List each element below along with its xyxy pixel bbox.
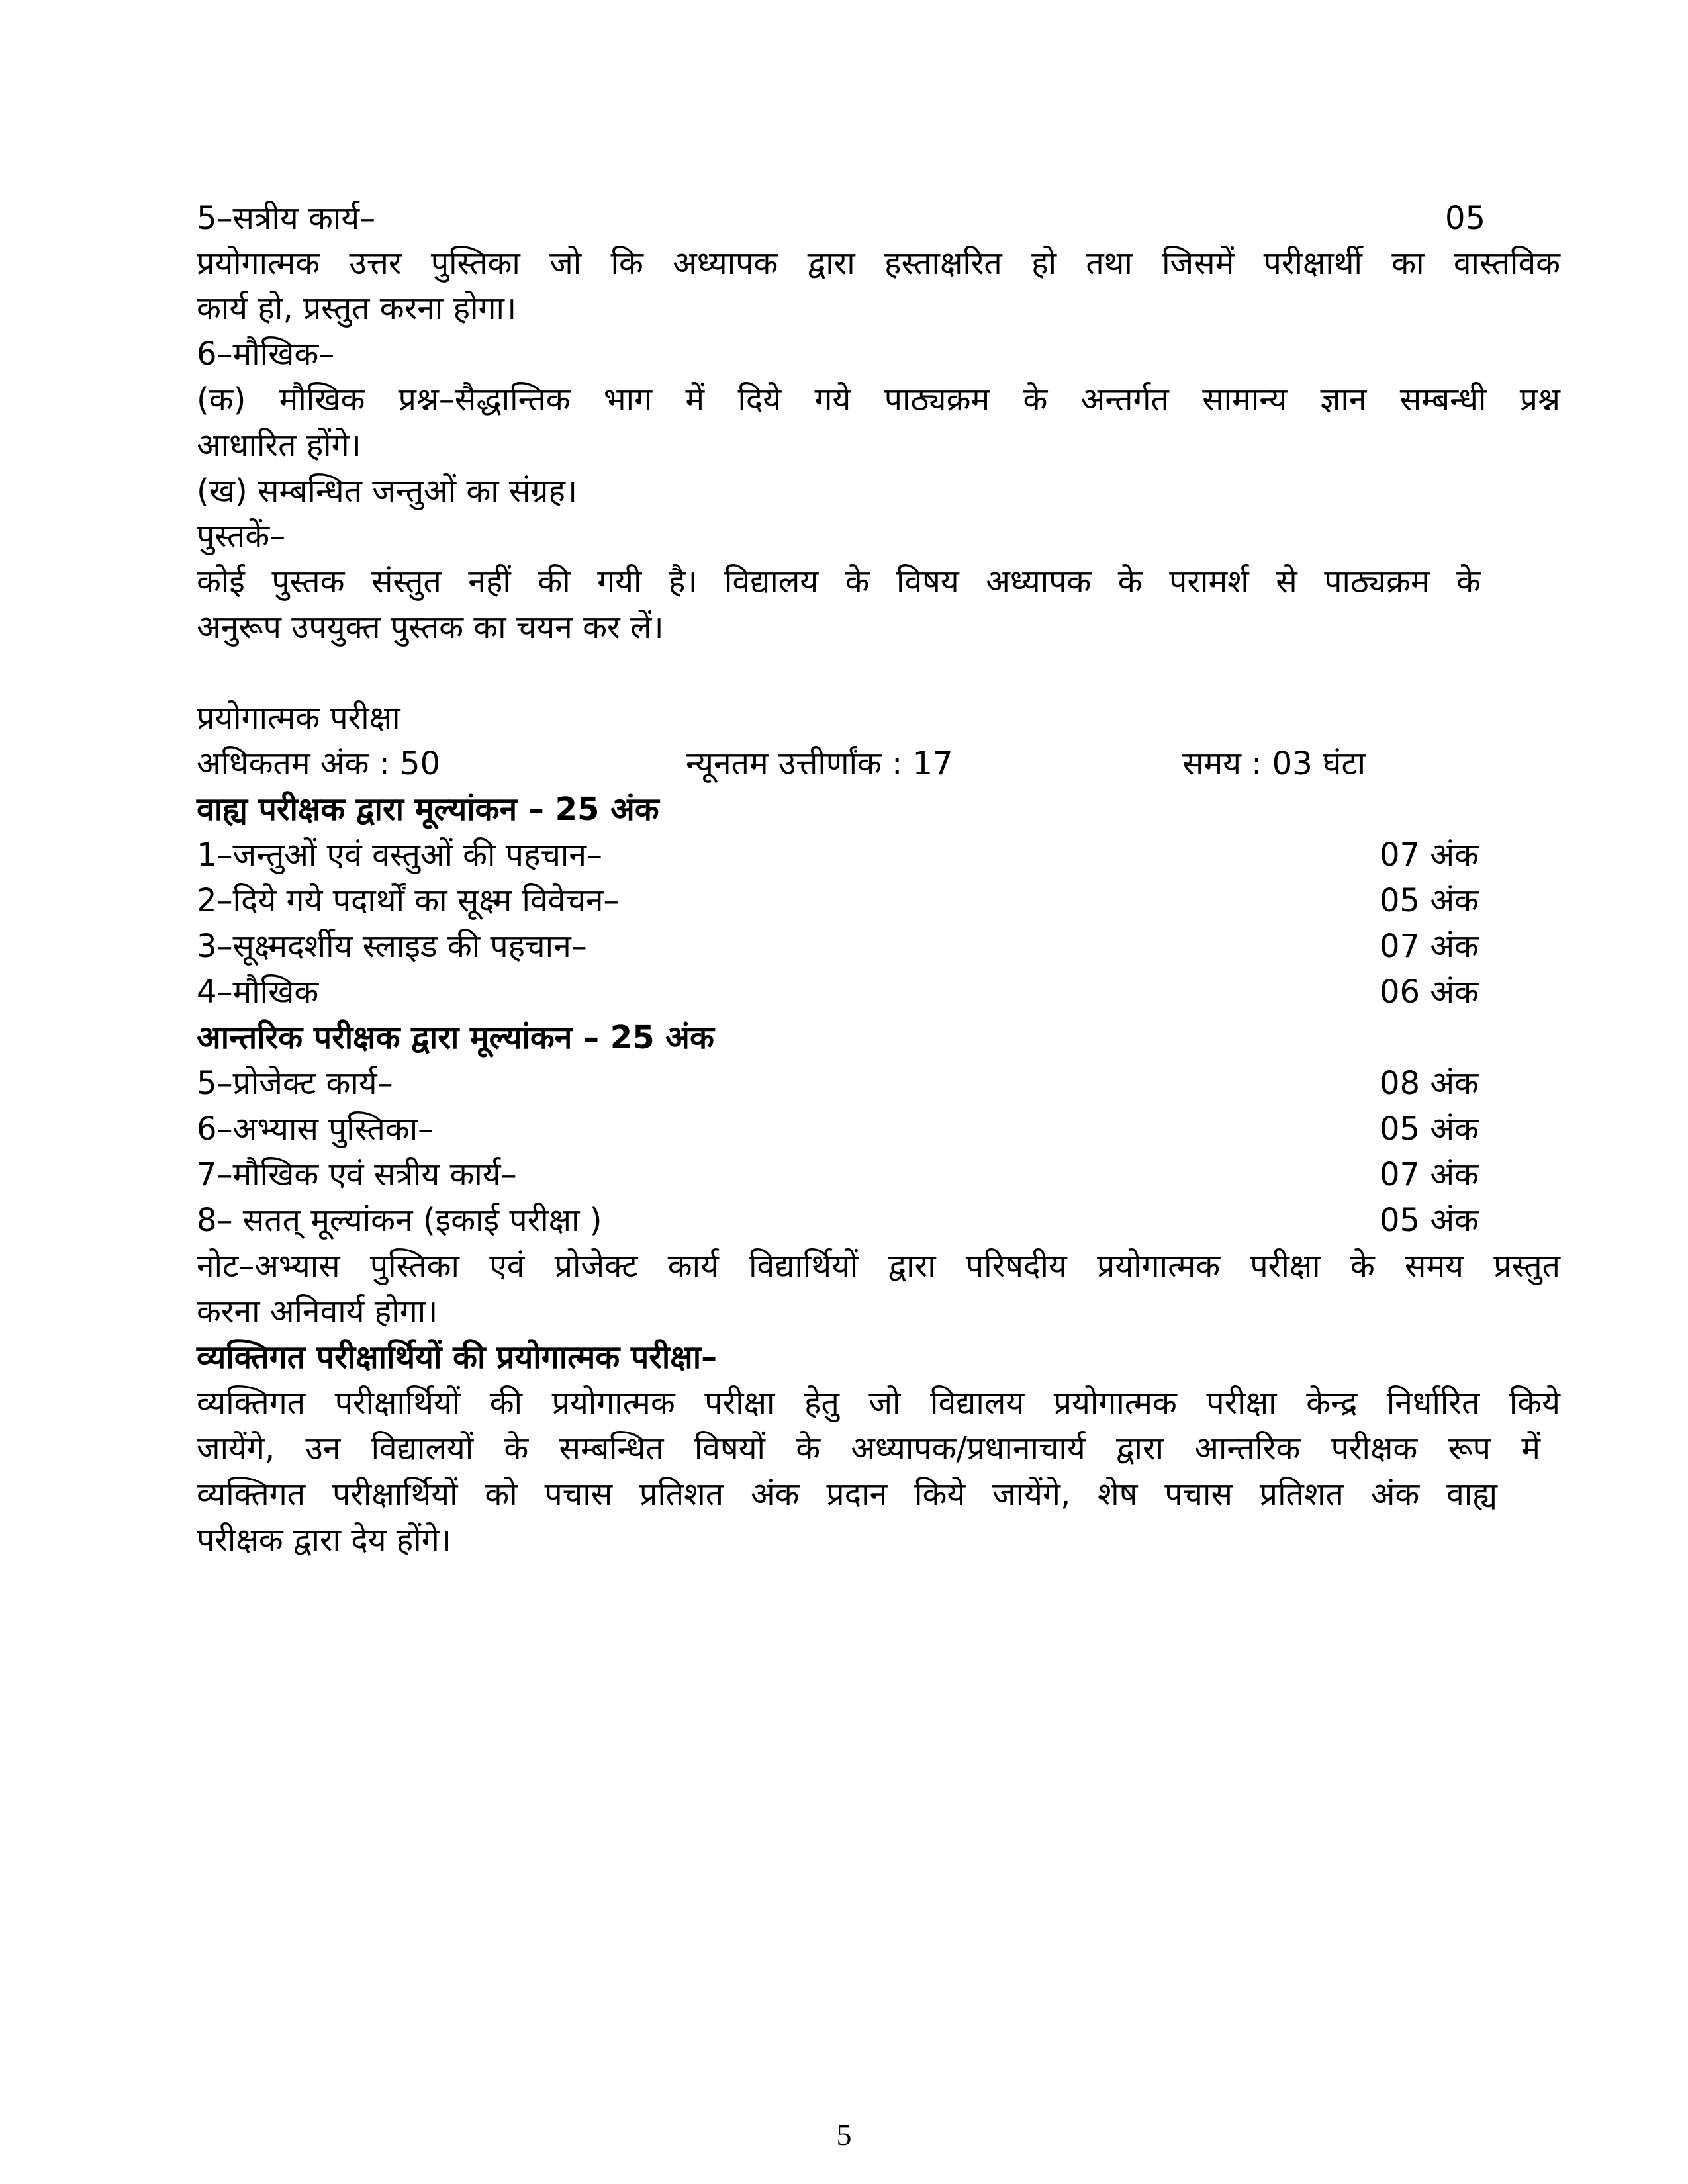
section6-item-b: (ख) सम्बन्धित जन्तुओं का संग्रह। [197, 473, 578, 510]
books-heading: पुस्तकें– [197, 518, 286, 555]
list-item-label: 2–दिये गये पदार्थों का सूक्ष्म विवेचन– [197, 882, 620, 919]
list-item-marks: 05 अंक [1380, 882, 1479, 919]
list-item-marks: 05 अंक [1380, 1111, 1479, 1148]
section6-item-a-line2: आधारित होंगे। [197, 427, 361, 464]
books-text-line2: अनुरूप उपयुक्त पुस्तक का चयन कर लें। [197, 609, 664, 646]
list-item-label: 7–मौखिक एवं सत्रीय कार्य– [197, 1156, 517, 1193]
list-item-label: 5–प्रोजेक्ट कार्य– [197, 1065, 393, 1102]
internal-heading: आन्तरिक परीक्षक द्वारा मूल्यांकन – 25 अंक [197, 1019, 714, 1056]
list-item-marks: 07 अंक [1380, 928, 1479, 965]
external-heading: वाह्य परीक्षक द्वारा मूल्यांकन – 25 अंक [197, 791, 659, 828]
list-item-label: 8– सतत् मूल्यांकन (इकाई परीक्षा ) [197, 1202, 602, 1239]
private-line3: व्यक्तिगत परीक्षार्थियों को पचास प्रतिशत अंक प्रदान किये जायेंगे, शेष पचास प्रतिशत अंक वाह्य [197, 1476, 1497, 1513]
private-line2: जायेंगे, उन विद्यालयों के सम्बन्धित विषयों के अध्यापक/प्रधानाचार्य द्वारा आन्तरिक परीक्षक रूप में [197, 1430, 1540, 1467]
list-item-marks: 07 अंक [1380, 837, 1479, 874]
section6-item-a-line1: (क) मौखिक प्रश्न–सैद्धान्तिक भाग में दिये गये पाठ्यक्रम के अन्तर्गत सामान्य ज्ञान सम्बन्धी प्रश्न [197, 381, 1560, 418]
note-line2: करना अनिवार्य होगा। [197, 1293, 438, 1330]
list-item-marks: 08 अंक [1380, 1065, 1479, 1102]
list-item-marks: 07 अंक [1380, 1156, 1479, 1193]
practical-time: समय : 03 घंटा [1182, 745, 1366, 782]
list-item-label: 1–जन्तुओं एवं वस्तुओं की पहचान– [197, 837, 602, 874]
books-text-line1: कोई पुस्तक संस्तुत नहीं की गयी है। विद्यालय के विषय अध्यापक के परामर्श से पाठ्यक्रम के [197, 563, 1481, 600]
list-item-marks: 05 अंक [1380, 1202, 1479, 1239]
list-item-label: 3–सूक्ष्मदर्शीय स्लाइड की पहचान– [197, 928, 587, 965]
list-item-label: 4–मौखिक [197, 974, 319, 1011]
section5-text-line2: कार्य हो, प्रस्तुत करना होगा। [197, 290, 517, 327]
private-line4: परीक्षक द्वारा देय होंगे। [197, 1522, 451, 1559]
private-line1: व्यक्तिगत परीक्षार्थियों की प्रयोगात्मक परीक्षा हेतु जो विद्यालय प्रयोगात्मक परीक्षा केन्द्र निर्धारित किये [197, 1385, 1560, 1422]
practical-max-marks: अधिकतम अंक : 50 [197, 745, 441, 782]
note-line1: नोट–अभ्यास पुस्तिका एवं प्रोजेक्ट कार्य विद्यार्थियों द्वारा परिषदीय प्रयोगात्मक परीक्षा के समय प्रस्तुत [197, 1248, 1560, 1285]
practical-min-pass: न्यूनतम उत्तीर्णांक : 17 [686, 745, 953, 782]
section5-text-line1: प्रयोगात्मक उत्तर पुस्तिका जो कि अध्यापक द्वारा हस्ताक्षरित हो तथा जिसमें परीक्षार्थी का वास्तविक [197, 245, 1560, 282]
section5-heading: 5–सत्रीय कार्य– [197, 200, 376, 237]
list-item-label: 6–अभ्यास पुस्तिका– [197, 1111, 434, 1148]
section6-heading: 6–मौखिक– [197, 336, 335, 373]
practical-heading: प्रयोगात्मक परीक्षा [197, 700, 400, 737]
page-number: 5 [836, 2118, 852, 2152]
private-heading: व्यक्तिगत परीक्षार्थियों की प्रयोगात्मक परीक्षा– [197, 1339, 718, 1376]
section5-marks: 05 [1445, 200, 1486, 237]
list-item-marks: 06 अंक [1380, 974, 1479, 1011]
